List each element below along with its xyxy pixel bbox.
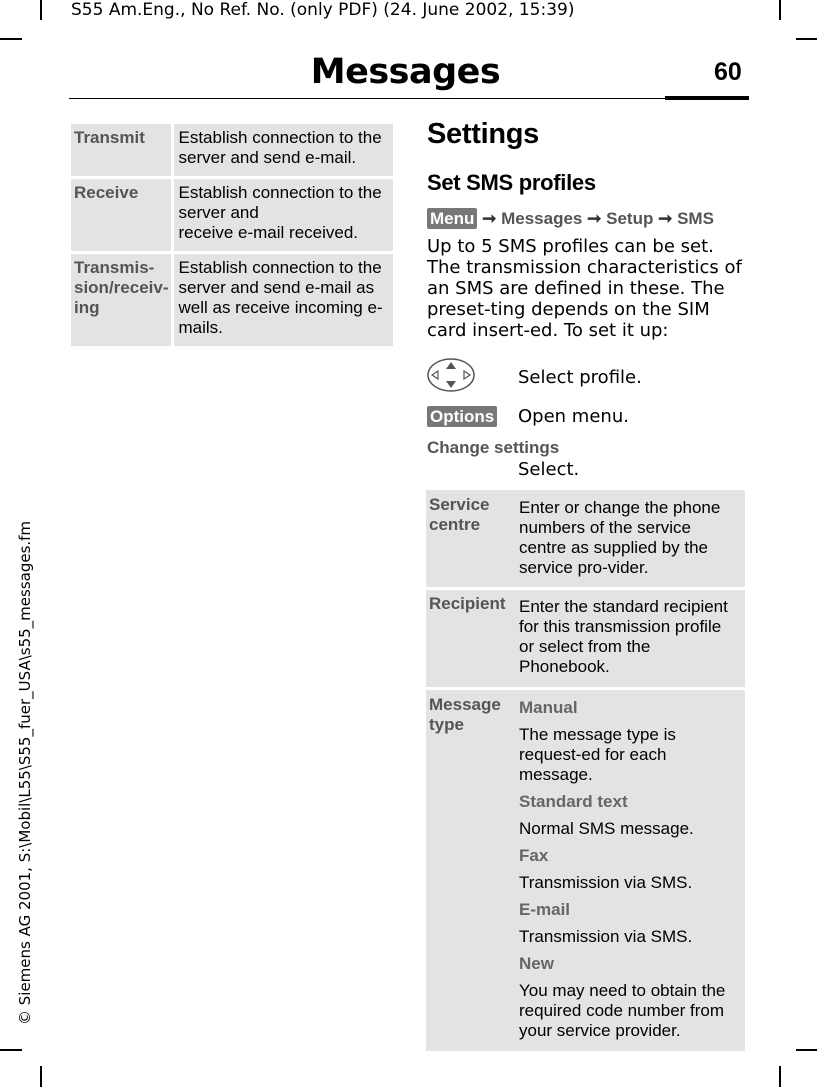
settings-heading: Settings	[427, 118, 539, 150]
row-key: Service centre	[426, 490, 514, 587]
table-row	[426, 590, 745, 687]
print-header: S55 Am.Eng., No Ref. No. (only PDF) (24. June 2002, 15:39)	[71, 0, 575, 20]
header-rule	[69, 98, 749, 99]
path-item: SMS	[677, 209, 714, 228]
page-number: 60	[714, 58, 742, 86]
type-desc: Transmission via SMS.	[519, 927, 693, 946]
sms-profile-settings-table	[426, 490, 745, 1051]
crop-mark	[796, 38, 817, 40]
options-key: Options	[427, 406, 497, 427]
type-desc: Transmission via SMS.	[519, 873, 693, 892]
menu-key: Menu	[427, 208, 477, 229]
row-key: Message type	[426, 690, 514, 1051]
type-desc: The message type is request-ed for each message.	[519, 725, 676, 784]
row-value: Enter or change the phone numbers of the service centre as supplied by the service pro-vider.	[514, 490, 745, 587]
crop-mark	[779, 1066, 781, 1087]
table-row	[71, 124, 393, 176]
path-item: Messages	[501, 209, 583, 228]
crop-mark	[0, 38, 22, 40]
header-rule-accent	[665, 96, 749, 100]
type-label: New	[519, 954, 554, 973]
row-key: Transmit	[71, 124, 174, 176]
step-text: Open menu.	[518, 406, 629, 427]
crop-mark	[40, 1066, 42, 1087]
row-value: Establish connection to the server and receive e-mail received.	[174, 179, 394, 251]
table-row	[71, 179, 393, 251]
arrow-icon: ➞	[658, 209, 673, 228]
crop-mark	[0, 1049, 22, 1051]
crop-mark	[796, 1049, 817, 1051]
row-key: Transmis-sion/receiv-ing	[71, 254, 174, 346]
row-value: Establish connection to the server and send e-mail as well as receive incoming e-mails.	[174, 254, 394, 346]
table-row	[426, 490, 745, 587]
row-value: Enter the standard recipient for this transmission profile or select from the Phonebook.	[514, 590, 745, 687]
arrow-icon: ➞	[587, 209, 602, 228]
arrow-icon: ➞	[482, 209, 497, 228]
table-row	[71, 254, 393, 346]
type-desc: Normal SMS message.	[519, 819, 694, 838]
row-value	[514, 690, 745, 1051]
type-label: Fax	[519, 846, 549, 865]
crop-mark	[779, 0, 781, 20]
sms-profiles-heading: Set SMS profiles	[427, 170, 596, 195]
change-settings-label: Change settings	[427, 438, 560, 457]
type-label: Standard text	[519, 792, 628, 811]
copyright-sidebar: © Siemens AG 2001, S:\Mobil\L55\S55_fuer_USA\s55_messages.fm	[16, 520, 34, 1025]
intro-paragraph: Up to 5 SMS profiles can be set. The transmission characteristics of an SMS are defined in these. The preset-ting depends on the SIM card insert-ed. To set it up:	[427, 236, 742, 341]
row-key: Receive	[71, 179, 174, 251]
table-row	[426, 690, 745, 1051]
email-actions-table	[71, 124, 393, 346]
step-text: Select.	[518, 459, 580, 480]
type-desc: You may need to obtain the required code number from your service provider.	[519, 981, 726, 1040]
path-item: Setup	[606, 209, 654, 228]
type-label: E-mail	[519, 900, 571, 919]
row-key: Recipient	[426, 590, 514, 687]
menu-path	[427, 208, 714, 229]
navigation-key-icon	[426, 357, 476, 397]
step-text: Select profile.	[518, 367, 642, 388]
row-value: Establish connection to the server and send e-mail.	[174, 124, 394, 176]
type-label: Manual	[519, 698, 578, 717]
crop-mark	[40, 0, 42, 20]
page-title: Messages	[310, 52, 501, 92]
